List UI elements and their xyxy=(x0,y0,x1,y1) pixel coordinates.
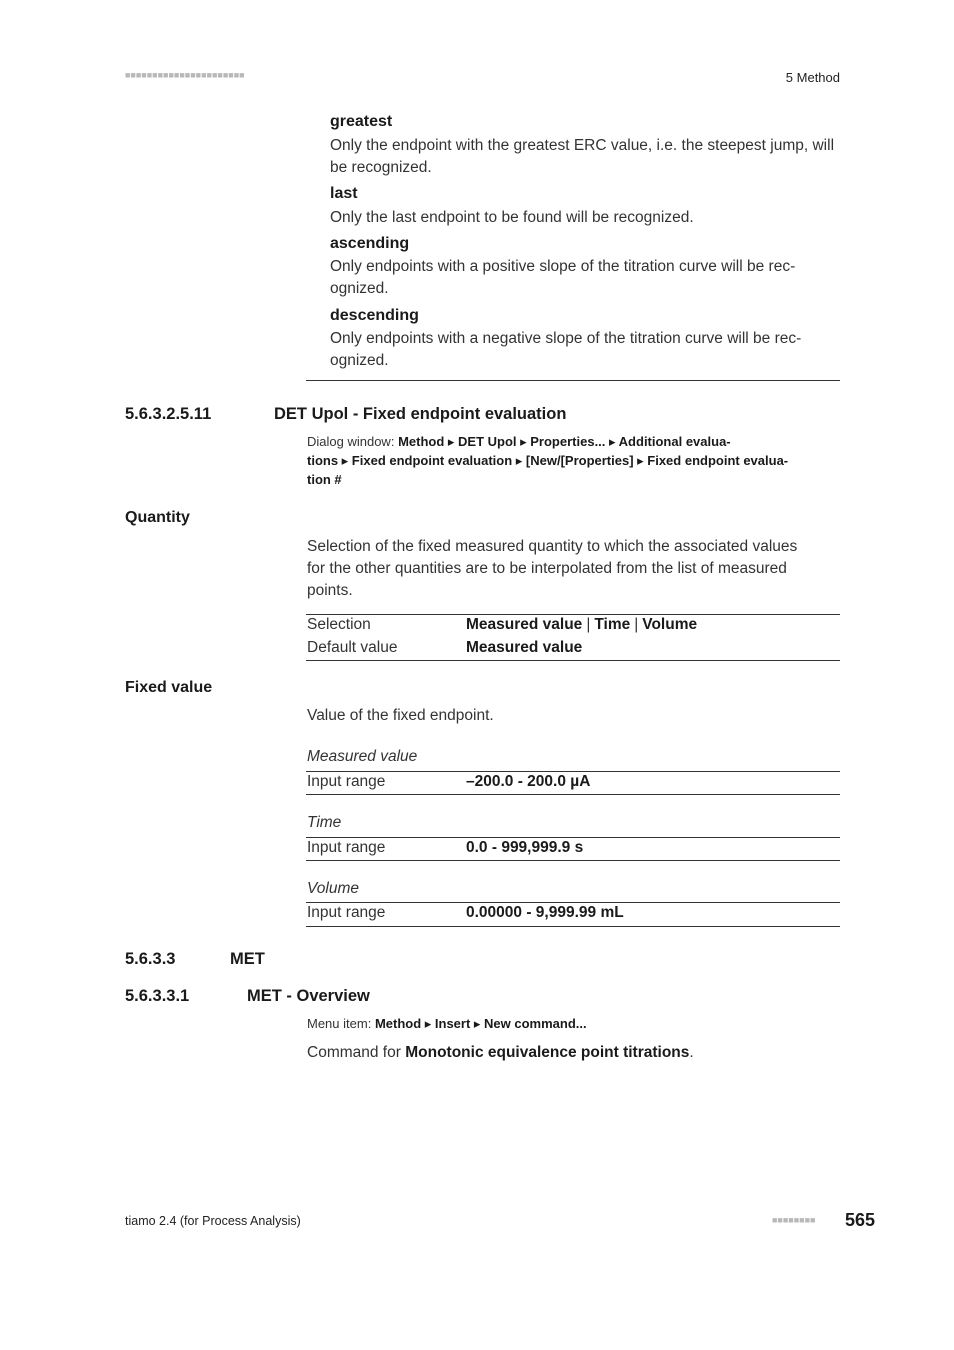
group-volume-bottom-rule xyxy=(306,926,840,927)
selection-option-volume: Volume xyxy=(642,616,698,633)
command-suffix: . xyxy=(689,1044,694,1061)
group-measured-value-bottom-rule xyxy=(306,794,840,795)
menu-path: Method ▸ Insert ▸ New command... xyxy=(374,1016,587,1031)
term-descending: descending xyxy=(330,307,419,324)
quantity-table-bottom-rule xyxy=(306,660,840,661)
group-volume: Volume xyxy=(307,880,359,897)
selection-values xyxy=(466,613,697,636)
menu-label: Menu item: xyxy=(307,1016,372,1031)
group-time: Time xyxy=(307,814,342,831)
term-ascending: ascending xyxy=(330,235,410,252)
dialog-path-line-2: tions ▸ Fixed endpoint evaluation ▸ [New/[Properties] ▸ Fixed endpoint evalua- xyxy=(307,453,789,468)
quantity-description xyxy=(307,536,840,602)
default-label: Default value xyxy=(307,639,398,656)
page-number: 565 xyxy=(845,1210,876,1230)
fixed-value-description: Value of the fixed endpoint. xyxy=(307,707,494,724)
separator: | xyxy=(586,616,591,633)
time-range-row xyxy=(307,836,840,859)
desc-greatest: Only the endpoint with the greatest ERC value, i.e. the steepest jump, will be recognized. xyxy=(330,137,835,176)
fixed-value-heading: Fixed value xyxy=(125,679,213,696)
input-range-label: Input range xyxy=(307,839,386,856)
group-measured-value: Measured value xyxy=(307,748,418,765)
time-range: 0.0 - 999,999.9 s xyxy=(466,839,584,856)
section-number-det-upol: 5.6.3.2.5.11 xyxy=(125,405,212,423)
group-time-bottom-rule xyxy=(306,860,840,861)
section-number-met-overview: 5.6.3.3.1 xyxy=(125,987,190,1005)
term-last: last xyxy=(330,185,358,202)
header-decoration: ■■■■■■■■■■■■■■■■■■■■■■ xyxy=(125,70,245,80)
volume-range: 0.00000 - 9,999.99 mL xyxy=(466,904,624,921)
selection-option-time: Time xyxy=(594,616,631,633)
desc-last: Only the last endpoint to be found will be recognized. xyxy=(330,209,694,226)
section-title-det-upol: DET Upol - Fixed endpoint evaluation xyxy=(274,405,567,423)
input-range-label: Input range xyxy=(307,773,386,790)
selection-label: Selection xyxy=(307,616,371,633)
quantity-desc-line-1: Selection of the fixed measured quantity to which the associated values xyxy=(307,538,798,555)
selection-option-measured-value: Measured value xyxy=(466,616,583,633)
menu-item-path xyxy=(307,1014,587,1033)
command-name: Monotonic equivalence point titrations xyxy=(405,1044,690,1061)
volume-range-row xyxy=(307,901,840,924)
chapter-title: 5 Method xyxy=(785,70,840,85)
desc-ascending: Only endpoints with a positive slope of the titration curve will be rec-ognized. xyxy=(330,258,796,297)
separator: | xyxy=(634,616,639,633)
quantity-selection-row xyxy=(307,613,840,636)
term-greatest: greatest xyxy=(330,113,393,130)
section-number-met: 5.6.3.3 xyxy=(125,950,176,968)
definitions-bottom-rule xyxy=(306,380,840,381)
default-value: Measured value xyxy=(466,639,583,656)
section-title-met: MET xyxy=(230,950,265,968)
footer-product: tiamo 2.4 (for Process Analysis) xyxy=(125,1214,301,1228)
dialog-label: Dialog window: xyxy=(307,434,395,449)
input-range-label: Input range xyxy=(307,904,386,921)
quantity-heading: Quantity xyxy=(125,509,190,526)
quantity-desc-line-2: for the other quantities are to be interpolated from the list of measured xyxy=(307,560,787,577)
dialog-path-line-1: Method ▸ DET Upol ▸ Properties... ▸ Additional evalua- xyxy=(398,434,731,449)
quantity-default-row xyxy=(307,636,840,659)
quantity-desc-line-3: points. xyxy=(307,582,353,599)
section-title-met-overview: MET - Overview xyxy=(247,987,370,1005)
measured-value-range-row xyxy=(307,770,840,793)
dialog-path xyxy=(307,432,847,489)
desc-descending: Only endpoints with a negative slope of the titration curve will be rec-ognized. xyxy=(330,330,802,369)
footer-decoration: ■■■■■■■■ xyxy=(772,1215,816,1225)
measured-value-range: –200.0 - 200.0 µA xyxy=(466,773,591,790)
dialog-path-line-3: tion # xyxy=(307,472,342,487)
met-command-description xyxy=(307,1042,694,1064)
command-prefix: Command for xyxy=(307,1044,401,1061)
